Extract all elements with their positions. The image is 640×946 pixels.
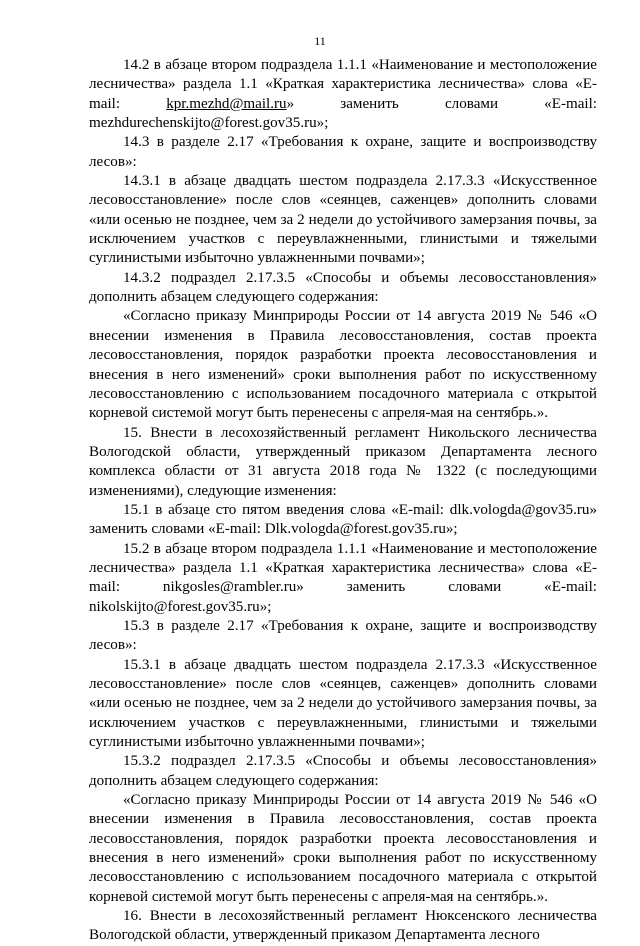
paragraph-15-1: 15.1 в абзаце сто пятом введения слова «E-mail: dlk.vologda@gov35.ru» заменить словами «E-mail: Dlk.vologda@forest.gov35.ru»; <box>89 501 597 538</box>
paragraph-14-3-1: 14.3.1 в абзаце двадцать шестом подраздела 2.17.3.3 «Искусственное лесовосстановление» после слов «сеянцев, саженцев» дополнить словами «или осенью не позднее, чем за 2 недели до устойчивого замерзания почвы, за исключением участков с переувлажненными, глинистыми и тяжелыми суглинистыми избыточно увлажненными почвами»; <box>89 173 597 267</box>
page-number: 11 <box>314 34 326 48</box>
paragraph-15-quote: «Согласно приказу Минприроды России от 14 августа 2019 № 546 «О внесении изменения в Правила лесовосстановления, состав проекта лесовосстановления, порядок разработки проекта лесовосстановления и внесения в него изменений» сроки выполнения работ по искусственному лесовосстановлению с использованием посадочного материала с открытой корневой системой могут быть перенесены с апреля-мая на сентябрь.». <box>89 792 597 905</box>
paragraph-14-2 <box>89 56 597 133</box>
paragraph-15-3-1: 15.3.1 в абзаце двадцать шестом подраздела 2.17.3.3 «Искусственное лесовосстановление» после слов «сеянцев, саженцев» дополнить словами «или осенью не позднее, чем за 2 недели до устойчивого замерзания почвы, за исключением участков с переувлажненными, глинистыми и тяжелыми суглинистыми избыточно увлажненными почвами»; <box>89 656 597 751</box>
paragraph-14-2-text-a: 14.2 в абзаце втором подраздела 1.1.1 «Наименование и местоположение лесничества» раздела 1.1 «Краткая характеристика лесничества» слова «E-mail: <box>89 57 597 112</box>
paragraph-14-3: 14.3 в разделе 2.17 «Требования к охране, защите и воспроизводству лесов»: <box>89 134 597 170</box>
paragraph-15-3-2: 15.3.2 подраздел 2.17.3.5 «Способы и объемы лесовосстановления» дополнить абзацем следующего содержания: <box>89 753 597 789</box>
paragraph-15: 15. Внести в лесохозяйственный регламент Никольского лесничества Вологодской области, утвержденный приказом Департамента лесного комплекса области от 31 августа 2018 года № 1322 (с последующими изменениями), следующие изменения: <box>89 424 597 499</box>
document-body <box>89 56 597 946</box>
paragraph-15-3: 15.3 в разделе 2.17 «Требования к охране, защите и воспроизводству лесов»: <box>89 617 597 654</box>
paragraph-14-3-2: 14.3.2 подраздел 2.17.3.5 «Способы и объемы лесовосстановления» дополнить абзацем следующего содержания: <box>89 269 597 306</box>
email-link-kpr-mezhd[interactable]: kpr.mezhd@mail.ru <box>166 95 287 112</box>
paragraph-14-quote: «Согласно приказу Минприроды России от 14 августа 2019 № 546 «О внесении изменения в Правила лесовосстановления, состав проекта лесовосстановления, порядок разработки проекта лесовосстановления и внесения в него изменений» сроки выполнения работ по искусственному лесовосстановлению с использованием посадочного материала с открытой корневой системой могут быть перенесены с апреля-мая на сентябрь.». <box>89 308 597 422</box>
paragraph-14-2-text-b: » заменить словами «E-mail: mezhdurechenskijto@forest.gov35.ru»; <box>89 95 597 132</box>
paragraph-16: 16. Внести в лесохозяйственный регламент Нюксенского лесничества Вологодской области, утвержденный приказом Департамента лесного <box>89 908 597 944</box>
paragraph-15-2: 15.2 в абзаце втором подраздела 1.1.1 «Наименование и местоположение лесничества» раздела 1.1 «Краткая характеристика лесничества» слова «E-mail: nikgosles@rambler.ru» заменить словами «E-mail: nikolskijto@forest.gov35.ru»; <box>89 540 597 615</box>
